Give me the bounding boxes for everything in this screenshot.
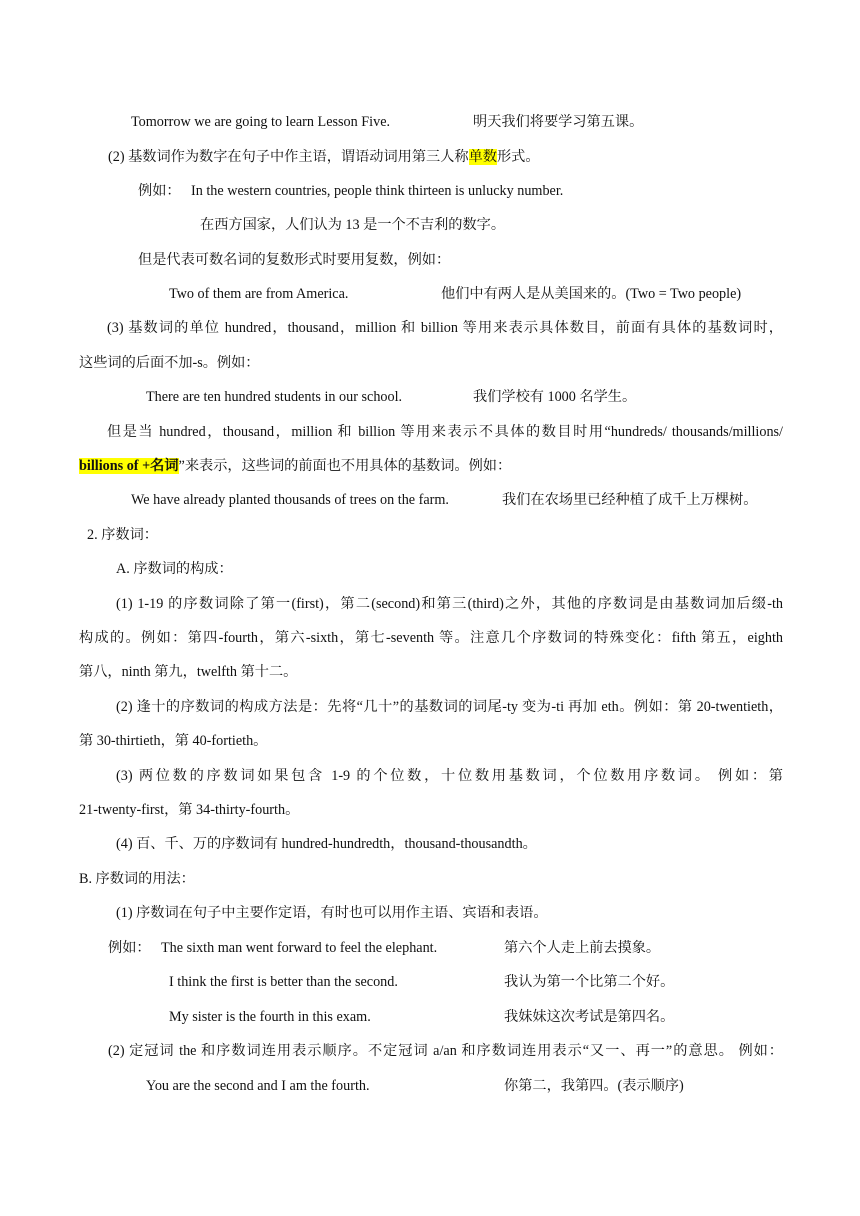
rule-text: ”来表示，这些词的前面也不用具体的基数词。例如：	[178, 458, 512, 474]
example-sentence-zh: 我认为第一个比第二个好。	[504, 974, 675, 990]
example-sentence-en: Two of them are from America.	[169, 286, 349, 302]
example-sentence-en: We have already planted thousands of trees on the farm.	[131, 492, 449, 508]
rule-text: (3) 基数词的单位 hundred，thousand，million 和 billion 等用来表示具体数目，前面有具体的基数词时，	[107, 320, 783, 336]
rule-text: (2) 基数词作为数字在句子中作主语，谓语动词用第三人称	[108, 149, 469, 165]
subsection-heading: B. 序数词的用法：	[79, 871, 195, 887]
rule-text: 这些词的后面不加-s。例如：	[79, 355, 260, 371]
example-sentence-en: Tomorrow we are going to learn Lesson Five.	[131, 114, 391, 130]
example-sentence-zh: 我妹妹这次考试是第四名。	[504, 1009, 675, 1025]
highlighted-term: 单数	[468, 149, 497, 165]
example-label: 例如：	[138, 183, 181, 199]
rule-text: (2) 逢十的序数词的构成方法是：先将“几十”的基数词的词尾-ty 变为-ti 再加 eth。例如：第 20-twentieth，	[116, 699, 783, 715]
example-sentence-zh: 我们在农场里已经种植了成千上万棵树。	[502, 492, 758, 508]
rule-text: (3) 两位数的序数词如果包含 1-9 的个位数，十位数用基数词，个位数用序数词。 例如：第	[116, 768, 783, 784]
rule-text: (4) 百、千、万的序数词有 hundred-hundredth，thousand-thousandth。	[116, 836, 537, 852]
rule-text: 21-twenty-first，第 34-thirty-fourth。	[79, 802, 300, 818]
highlighted-term: billions of +名词	[79, 458, 179, 474]
example-sentence-en: You are the second and I am the fourth.	[146, 1078, 370, 1094]
rule-text: 构成的。例如：第四-fourth，第六-sixth，第七-seventh 等。注意几个序数词的特殊变化：fifth 第五，eighth	[79, 630, 783, 646]
example-sentence-en: I think the first is better than the second.	[169, 974, 398, 990]
rule-text: (1) 1-19 的序数词除了第一(first)，第二(second)和第三(third)之外，其他的序数词是由基数词加后缀-th	[116, 596, 783, 612]
section-heading: 2. 序数词：	[87, 527, 158, 543]
example-sentence-en: The sixth man went forward to feel the elephant.	[161, 940, 438, 956]
rule-text: 第八，ninth 第九，twelfth 第十二。	[79, 664, 298, 680]
rule-text: 但是当 hundred，thousand，million 和 billion 等用来表示不具体的数目时用“hundreds/ thousands/millions/	[107, 424, 783, 440]
rule-text: 但是代表可数名词的复数形式时要用复数，例如：	[138, 252, 451, 268]
example-sentence-zh: 他们中有两人是从美国来的。(Two = Two people)	[441, 286, 742, 302]
rule-text: 第 30-thirtieth，第 40-fortieth。	[79, 733, 268, 749]
example-sentence-zh: 明天我们将要学习第五课。	[473, 114, 644, 130]
example-sentence-zh: 第六个人走上前去摸象。	[504, 940, 661, 956]
rule-paragraph	[108, 147, 540, 167]
rule-paragraph	[79, 456, 511, 476]
rule-text: (2) 定冠词 the 和序数词连用表示顺序。不定冠词 a/an 和序数词连用表示“又一、再一”的意思。 例如：	[108, 1043, 783, 1059]
example-sentence-zh: 在西方国家，人们认为 13 是一个不吉利的数字。	[200, 217, 506, 233]
example-sentence-en: My sister is the fourth in this exam.	[169, 1009, 371, 1025]
example-label: 例如：	[108, 940, 151, 956]
example-sentence-zh: 你第二，我第四。(表示顺序)	[504, 1078, 684, 1094]
example-sentence-zh: 我们学校有 1000 名学生。	[473, 389, 637, 405]
subsection-heading: A. 序数词的构成：	[116, 561, 233, 577]
example-sentence-en: There are ten hundred students in our school.	[146, 389, 403, 405]
rule-text: 形式。	[496, 149, 540, 165]
rule-text: (1) 序数词在句子中主要作定语，有时也可以用作主语、宾语和表语。	[116, 905, 548, 921]
example-sentence-en: In the western countries, people think thirteen is unlucky number.	[191, 183, 564, 199]
